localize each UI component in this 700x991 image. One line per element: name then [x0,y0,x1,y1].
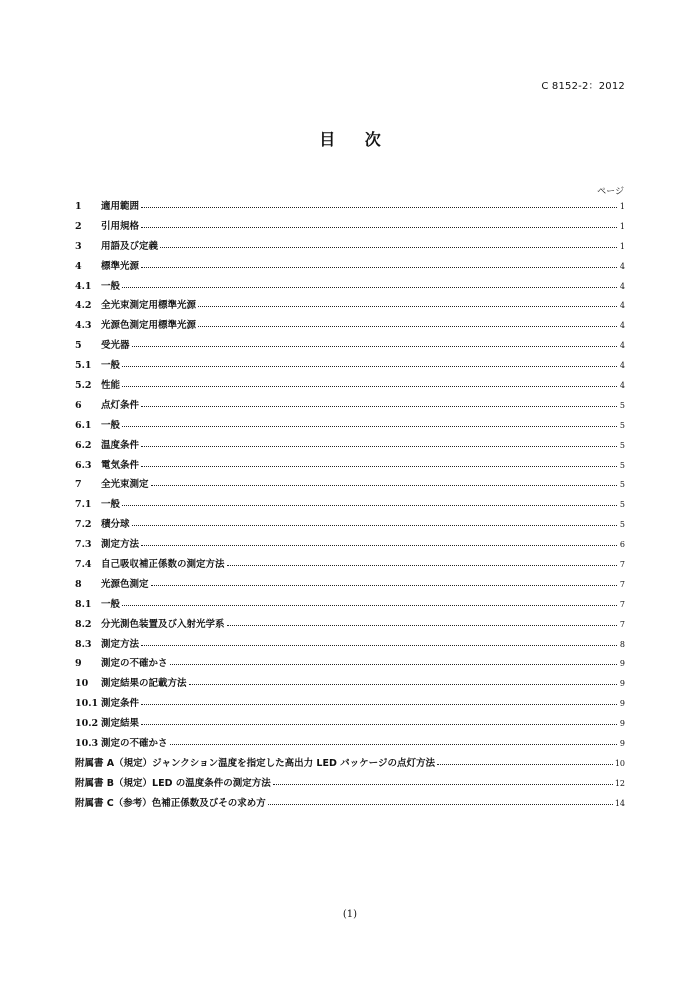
toc-entry-page: 1 [619,202,625,211]
toc-appendix-entry[interactable] [75,795,625,815]
toc-leader-dots [141,703,617,705]
toc-leader-dots [170,743,617,745]
toc-entry[interactable] [75,457,625,477]
toc-entry[interactable] [75,377,625,397]
toc-entry[interactable] [75,496,625,516]
toc-entry-label: 光源色測定用標準光源 [101,320,197,332]
toc-entry-page: 9 [619,739,625,749]
toc-entry[interactable] [75,715,625,735]
toc-entry-number: 10 [75,678,89,690]
toc-entry-label: 測定の不確かさ [101,658,168,670]
toc-entry-number: 1 [75,201,82,212]
toc-leader-dots [151,484,617,486]
toc-entry-number: 6.2 [75,439,92,451]
toc-leader-dots [132,345,617,347]
toc-entry[interactable] [75,357,625,377]
toc-leader-dots [122,385,617,387]
toc-leader-dots [132,524,617,526]
toc-leader-dots [141,644,617,646]
toc-entry[interactable] [75,516,625,536]
toc-entry[interactable] [75,278,625,298]
toc-entry-number: 4.3 [75,320,92,332]
toc-entry-label: 性能 [101,380,121,392]
toc-leader-dots [198,305,617,307]
page-title: 目 次 [319,130,393,149]
toc-entry-page: 4 [619,261,625,271]
toc-entry-page: 9 [619,659,625,669]
toc-leader-dots [268,803,613,805]
table-of-contents [75,198,625,815]
toc-entry-page: 7 [619,560,625,570]
toc-entry-number: 7 [75,479,82,491]
toc-entry-label: 測定の不確かさ [101,738,168,750]
toc-entry-label: 一般 [101,598,121,610]
toc-leader-dots [141,206,617,208]
toc-entry-label: 全光束測定用標準光源 [101,300,197,312]
toc-leader-dots [189,683,617,685]
toc-entry-page: 5 [619,480,625,490]
toc-entry-page: 7 [619,599,625,609]
toc-entry-page: 9 [619,699,625,709]
toc-entry[interactable] [75,636,625,656]
toc-leader-dots [122,425,617,427]
toc-entry-label: 分光測色装置及び入射光学系 [101,618,225,630]
toc-entry[interactable] [75,238,625,258]
toc-entry-number: 3 [75,240,82,252]
toc-entry-number: 2 [75,220,82,232]
toc-entry-label: 一般 [101,280,121,292]
toc-entry-label: 附属書 A（規定）ジャンクション温度を指定した高出力 LED パッケージの点灯方法 [75,757,435,769]
toc-leader-dots [122,286,617,288]
toc-entry-number: 4 [75,260,82,272]
toc-entry-label: 一般 [101,499,121,511]
toc-entry-label: 用語及び定義 [101,240,159,252]
document-code: C 8152-2：2012 [541,81,625,92]
toc-entry-label: 標準光源 [101,260,140,272]
toc-entry-page: 5 [619,420,625,430]
toc-entry-label: 測定条件 [101,698,140,710]
toc-entry-page: 14 [614,798,625,808]
toc-entry-number: 4.2 [75,300,92,312]
toc-appendix-entry[interactable] [75,775,625,795]
toc-entry-page: 4 [619,281,625,291]
toc-entry-number: 5 [75,340,82,352]
toc-entry-page: 1 [619,241,625,251]
toc-entry-page: 5 [619,520,625,530]
toc-appendix-entry[interactable] [75,755,625,775]
toc-entry[interactable] [75,476,625,496]
toc-entry-label: 電気条件 [101,459,140,471]
toc-leader-dots [122,365,617,367]
toc-entry-number: 7.4 [75,559,92,571]
toc-entry-number: 8.1 [75,598,92,610]
toc-leader-dots [227,624,617,626]
toc-entry-number: 5.1 [75,360,92,372]
toc-entry-page: 9 [619,719,625,729]
toc-entry-page: 4 [619,341,625,351]
toc-entry-page: 8 [619,639,625,649]
toc-entry[interactable] [75,536,625,556]
toc-entry-page: 7 [619,579,625,589]
toc-leader-dots [122,604,617,606]
toc-entry[interactable] [75,297,625,317]
toc-entry-number: 7.3 [75,539,92,551]
toc-entry-page: 10 [614,758,625,768]
toc-entry-page: 4 [619,381,625,391]
toc-entry-label: 附属書 B（規定）LED の温度条件の測定方法 [75,777,271,789]
toc-entry-number: 10.3 [75,738,99,750]
toc-entry[interactable] [75,437,625,457]
toc-entry-page: 5 [619,400,625,410]
toc-entry-page: 7 [619,619,625,629]
toc-entry-number: 6 [75,399,82,411]
toc-leader-dots [273,783,613,785]
toc-entry-page: 6 [619,540,625,550]
toc-entry-number: 5.2 [75,380,92,392]
toc-entry[interactable] [75,317,625,337]
toc-entry-label: 自己吸収補正係数の測定方法 [101,559,225,571]
toc-entry-number: 10.2 [75,718,99,730]
toc-entry-number: 7.1 [75,499,92,511]
toc-entry-number: 8.3 [75,638,92,650]
toc-leader-dots [151,584,617,586]
toc-entry-label: 全光束測定 [101,479,149,491]
toc-entry-label: 測定方法 [101,539,140,551]
toc-entry[interactable] [75,198,625,218]
toc-entry-label: 適用範囲 [101,201,140,212]
toc-leader-dots [437,763,613,765]
toc-entry[interactable] [75,258,625,278]
toc-leader-dots [141,544,617,546]
toc-entry-number: 6.1 [75,419,92,431]
toc-entry-number: 7.2 [75,519,92,531]
footer-page-number: (1) [342,909,358,920]
toc-entry-label: 一般 [101,419,121,431]
toc-leader-dots [170,663,617,665]
toc-entry[interactable] [75,735,625,755]
toc-entry-page: 4 [619,321,625,331]
toc-entry-number: 6.3 [75,459,92,471]
toc-leader-dots [141,266,617,268]
toc-leader-dots [141,445,617,447]
toc-entry-label: 附属書 C（参考）色補正係数及びその求め方 [75,797,266,809]
toc-entry-number: 9 [75,658,82,670]
toc-entry-page: 4 [619,301,625,311]
toc-entry-number: 10.1 [75,698,99,710]
toc-entry[interactable] [75,675,625,695]
toc-entry-page: 12 [614,778,625,788]
toc-entry[interactable] [75,218,625,238]
toc-entry[interactable] [75,397,625,417]
toc-entry-label: 温度条件 [101,439,140,451]
toc-leader-dots [141,226,617,228]
toc-entry[interactable] [75,556,625,576]
toc-entry-number: 8 [75,578,82,590]
toc-entry-page: 5 [619,440,625,450]
toc-entry-label: 引用規格 [101,220,140,232]
toc-leader-dots [141,723,617,725]
toc-entry-page: 4 [619,361,625,371]
toc-entry-page: 5 [619,460,625,470]
toc-leader-dots [141,465,617,467]
toc-leader-dots [122,504,617,506]
toc-entry[interactable] [75,417,625,437]
toc-entry-number: 8.2 [75,618,92,630]
toc-entry-label: 一般 [101,360,121,372]
toc-entry-label: 測定方法 [101,638,140,650]
toc-entry[interactable] [75,655,625,675]
toc-entry-label: 積分球 [101,519,130,531]
toc-entry[interactable] [75,695,625,715]
toc-entry-label: 受光器 [101,340,130,352]
toc-entry-page: 5 [619,500,625,510]
toc-entry-label: 測定結果の記載方法 [101,678,187,690]
toc-entry[interactable] [75,337,625,357]
toc-entry-page: 1 [619,221,625,231]
toc-entry-page: 9 [619,679,625,689]
toc-entry[interactable] [75,576,625,596]
toc-entry-label: 光源色測定 [101,578,149,590]
toc-leader-dots [160,246,617,248]
toc-leader-dots [198,325,617,327]
toc-entry[interactable] [75,616,625,636]
toc-leader-dots [227,564,617,566]
toc-entry[interactable] [75,596,625,616]
toc-entry-label: 点灯条件 [101,399,140,411]
toc-entry-label: 測定結果 [101,718,140,730]
toc-leader-dots [141,405,617,407]
toc-entry-number: 4.1 [75,280,92,292]
page-column-label: ページ [597,187,624,197]
